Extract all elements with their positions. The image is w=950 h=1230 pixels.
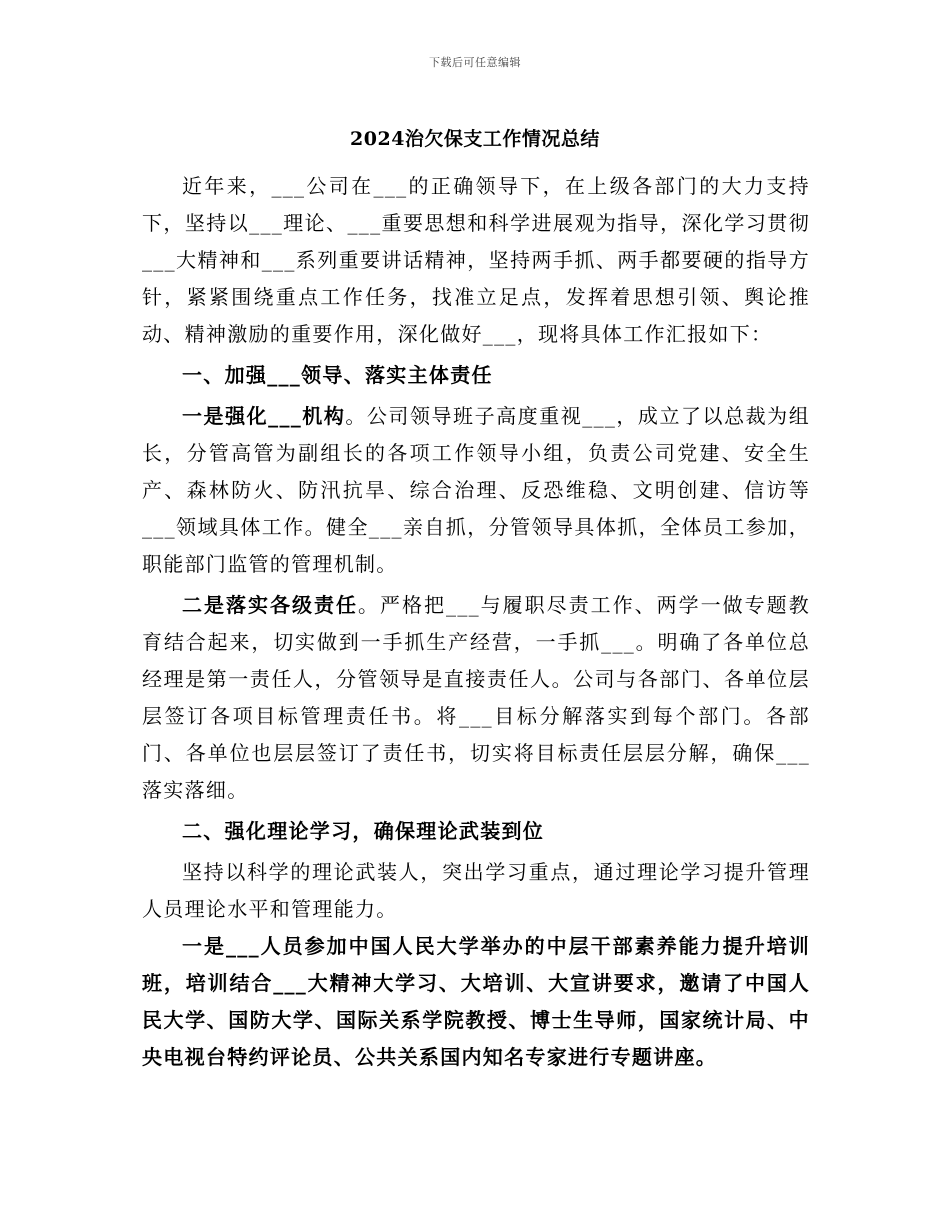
section-1-paragraph-1-text: 。公司领导班子高度重视___，成立了以总裁为组长，分管高管为副组长的各项工作领导小组，负责公司党建、安全生产、森林防火、防汛抗旱、综合治理、反恐维稳、文明创建、信访等___领域具体工作。健全___亲自抓，分管领导具体抓，全体员工参加，职能部门监管的管理机制。 [142,404,810,576]
section-1-paragraph-1-lead: 一是强化___机构 [182,404,346,428]
section-2-heading: 二、强化理论学习，确保理论武装到位 [182,819,545,843]
section-1-heading: 一、加强___领导、落实主体责任 [182,363,493,387]
intro-paragraph: 近年来，___公司在___的正确领导下，在上级各部门的大力支持下，坚持以___理论、___重要思想和科学进展观为指导，深化学习贯彻___大精神和___系列重要讲话精神，坚持两手抓、两手都要硬的指导方针，紧紧围绕重点工作任务，找准立足点，发挥着思想引领、舆论推动、精神激励的重要作用，深化做好___，现将具体工作汇报如下： [142,174,810,346]
section-1-paragraph-2-lead: 二是落实各级责任 [182,593,359,617]
header-note: 下载后可任意编辑 [429,56,521,69]
section-2-paragraph-2: 一是___人员参加中国人民大学举办的中层干部素养能力提升培训班，培训结合___大精神大学习、大培训、大宣讲要求，邀请了中国人民大学、国防大学、国际关系学院教授、博士生导师，国家统计局、中央电视台特约评论员、公共关系国内知名专家进行专题讲座。 [142,934,810,1069]
document-body [142,168,810,1076]
section-1-paragraph-1 [142,398,810,583]
document-title: 2024治欠保支工作情况总结 [350,128,600,150]
section-2-paragraph-1: 坚持以科学的理论武装人，突出学习重点，通过理论学习提升管理人员理论水平和管理能力。 [142,860,810,921]
section-1-paragraph-2-text: 。严格把___与履职尽责工作、两学一做专题教育结合起来，切实做到一手抓生产经营，一手抓___。明确了各单位总经理是第一责任人，分管领导是直接责任人。公司与各部门、各单位层层签订各项目标管理责任书。将___目标分解落实到每个部门。各部门、各单位也层层签订了责任书，切实将目标责任层层分解，确保___落实落细。 [142,593,810,802]
section-1-paragraph-2 [142,587,810,809]
